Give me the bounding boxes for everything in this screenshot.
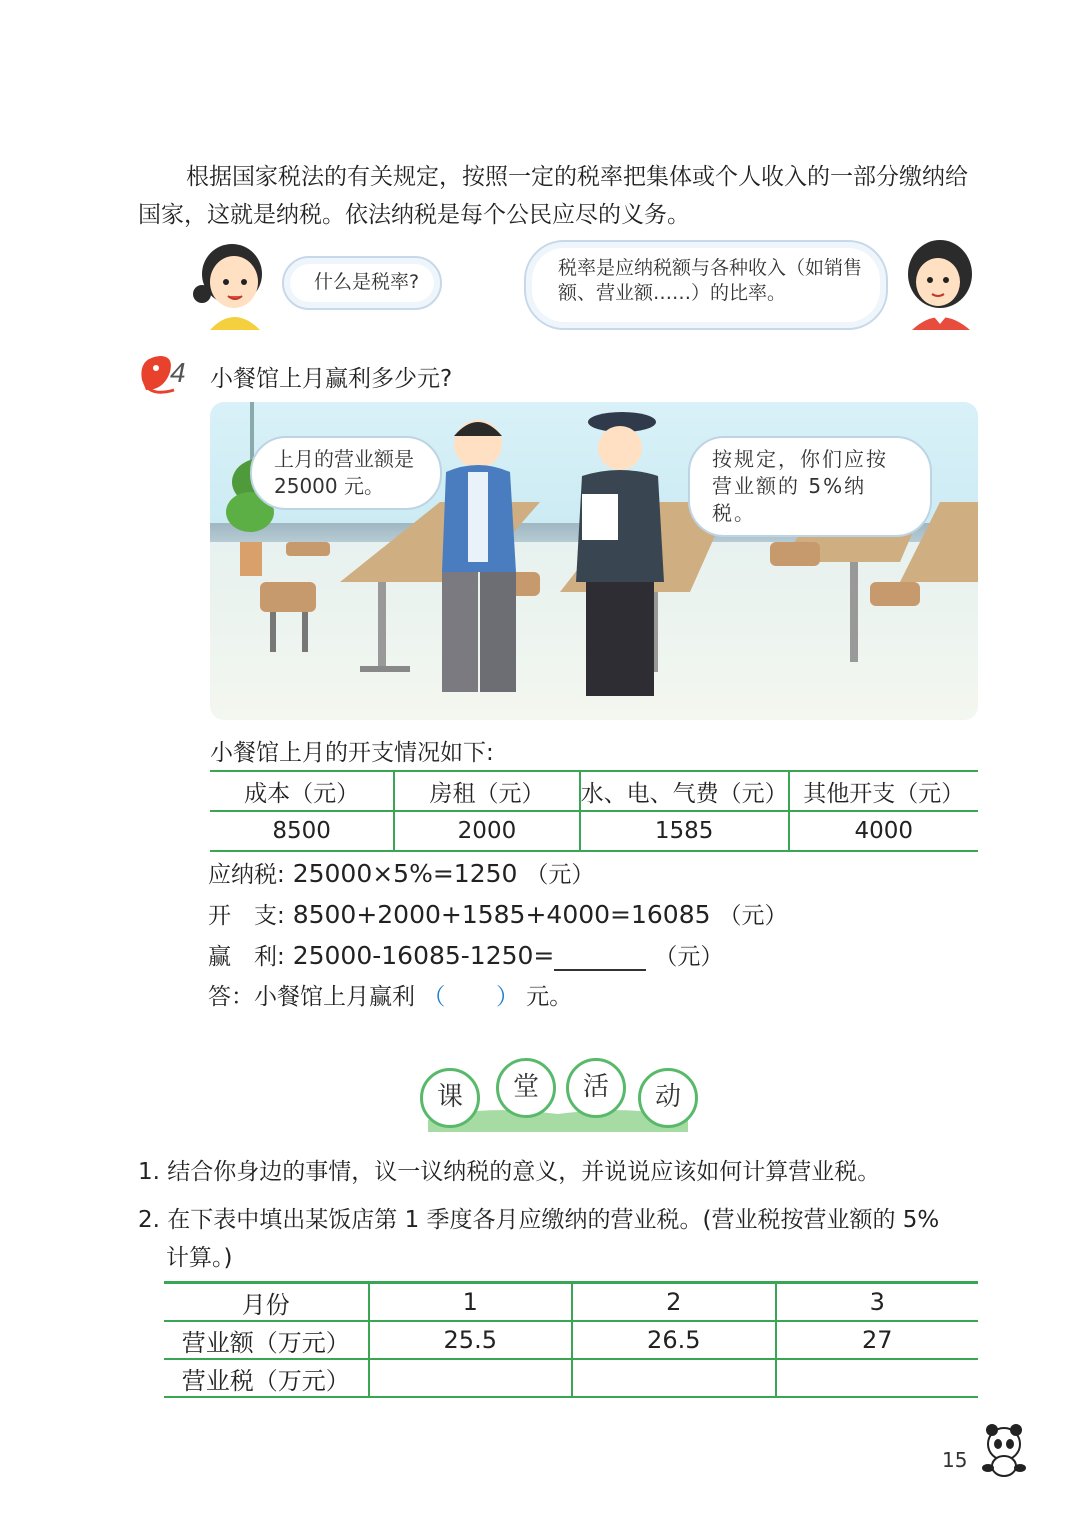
activity-badge: 活 <box>566 1058 626 1118</box>
activity-item-2-line1: 2. 在下表中填出某饭店第 1 季度各月应缴纳的营业税。(营业税按营业额的 5% <box>138 1207 940 1233</box>
table-cell: 27 <box>861 1326 893 1354</box>
activity-badge: 动 <box>638 1068 698 1128</box>
table-row <box>164 1359 978 1397</box>
answer-paren-close: ） <box>495 984 519 1010</box>
tax-table <box>164 1281 978 1398</box>
table-row <box>164 1321 978 1359</box>
answer-text: 税率是应纳税额与各种收入（如销售额、营业额……）的比率。 <box>558 257 863 304</box>
unit-label: （元） <box>654 944 724 970</box>
table-header-cell: 成本（元） <box>210 771 394 811</box>
girl-left-illustration <box>188 238 274 330</box>
problem-number-icon <box>134 350 206 398</box>
answer-suffix: 元。 <box>526 984 573 1010</box>
table-header-cell: 水、电、气费（元） <box>580 771 789 811</box>
expense-caption: 小餐馆上月的开支情况如下: <box>210 740 494 766</box>
restaurant-scene-illustration <box>210 402 978 720</box>
expense-calc-line <box>208 897 787 930</box>
activity-badge: 堂 <box>496 1058 556 1118</box>
question-bubble <box>282 256 442 310</box>
activity-item-1: 1. 结合你身边的事情，议一议纳税的意义，并说说应该如何计算营业税。 <box>138 1159 881 1185</box>
problem-number: 4 <box>170 357 186 388</box>
owner-speech-bubble <box>250 436 442 510</box>
profit-answer-blank[interactable] <box>554 945 646 971</box>
expense-label: 开 支: <box>208 903 285 929</box>
answer-line <box>208 978 572 1011</box>
panda-icon <box>976 1418 1032 1478</box>
answer-bubble <box>524 240 888 330</box>
tax-calc-line <box>208 856 594 889</box>
table-row <box>164 1283 978 1322</box>
expense-table <box>210 770 978 852</box>
table-row <box>210 811 978 851</box>
table-header-cell: 房租（元） <box>394 771 579 811</box>
activity-badge: 课 <box>420 1068 480 1128</box>
intro-paragraph: 根据国家税法的有关规定，按照一定的税率把集体或个人收入的一部分缴纳给国家，这就是纳税。依法纳税是每个公民应尽的义务。 <box>138 164 968 228</box>
tax-label: 应纳税: <box>208 862 285 888</box>
officer-speech-bubble <box>688 436 932 537</box>
tax-input-cell[interactable] <box>572 1359 776 1397</box>
table-header-cell: 月份 <box>164 1283 369 1322</box>
table-cell: 26.5 <box>572 1321 776 1359</box>
table-cell: 营业税（万元） <box>164 1359 369 1397</box>
unit-label: （元） <box>718 903 788 929</box>
table-header-cell: 1 <box>369 1283 573 1322</box>
unit-label: （元） <box>525 862 595 888</box>
activity-item-2-line2: 计算。) <box>166 1245 233 1271</box>
table-cell: 营业额（万元） <box>164 1321 369 1359</box>
table-cell: 1585 <box>580 811 789 851</box>
table-header-cell: 其他开支（元） <box>803 780 965 807</box>
tax-input-cell[interactable] <box>776 1359 978 1397</box>
table-cell: 25.5 <box>369 1321 573 1359</box>
profit-label: 赢 利: <box>208 944 285 970</box>
table-header-cell: 3 <box>869 1288 885 1316</box>
profit-calc-line <box>208 938 723 971</box>
tax-expression: 25000×5%=1250 <box>292 859 518 888</box>
answer-paren-open: （ <box>422 984 446 1010</box>
table-cell: 2000 <box>394 811 579 851</box>
table-row <box>210 771 978 811</box>
table-cell: 4000 <box>854 818 914 844</box>
expense-expression: 8500+2000+1585+4000=16085 <box>292 900 711 929</box>
problem-title: 小餐馆上月赢利多少元? <box>210 366 453 392</box>
profit-expression: 25000-16085-1250= <box>292 941 555 970</box>
officer-speech-text: 按规定，你们应按营业额的 5%纳税。 <box>712 447 888 525</box>
page-number: 15 <box>942 1448 968 1472</box>
table-cell: 8500 <box>210 811 394 851</box>
owner-speech-text: 上月的营业额是 25000 元。 <box>274 447 414 498</box>
girl-right-illustration <box>900 234 982 330</box>
table-header-cell: 2 <box>572 1283 776 1322</box>
answer-prefix: 答：小餐馆上月赢利 <box>208 984 415 1010</box>
question-text: 什么是税率? <box>314 271 420 293</box>
tax-input-cell[interactable] <box>369 1359 573 1397</box>
